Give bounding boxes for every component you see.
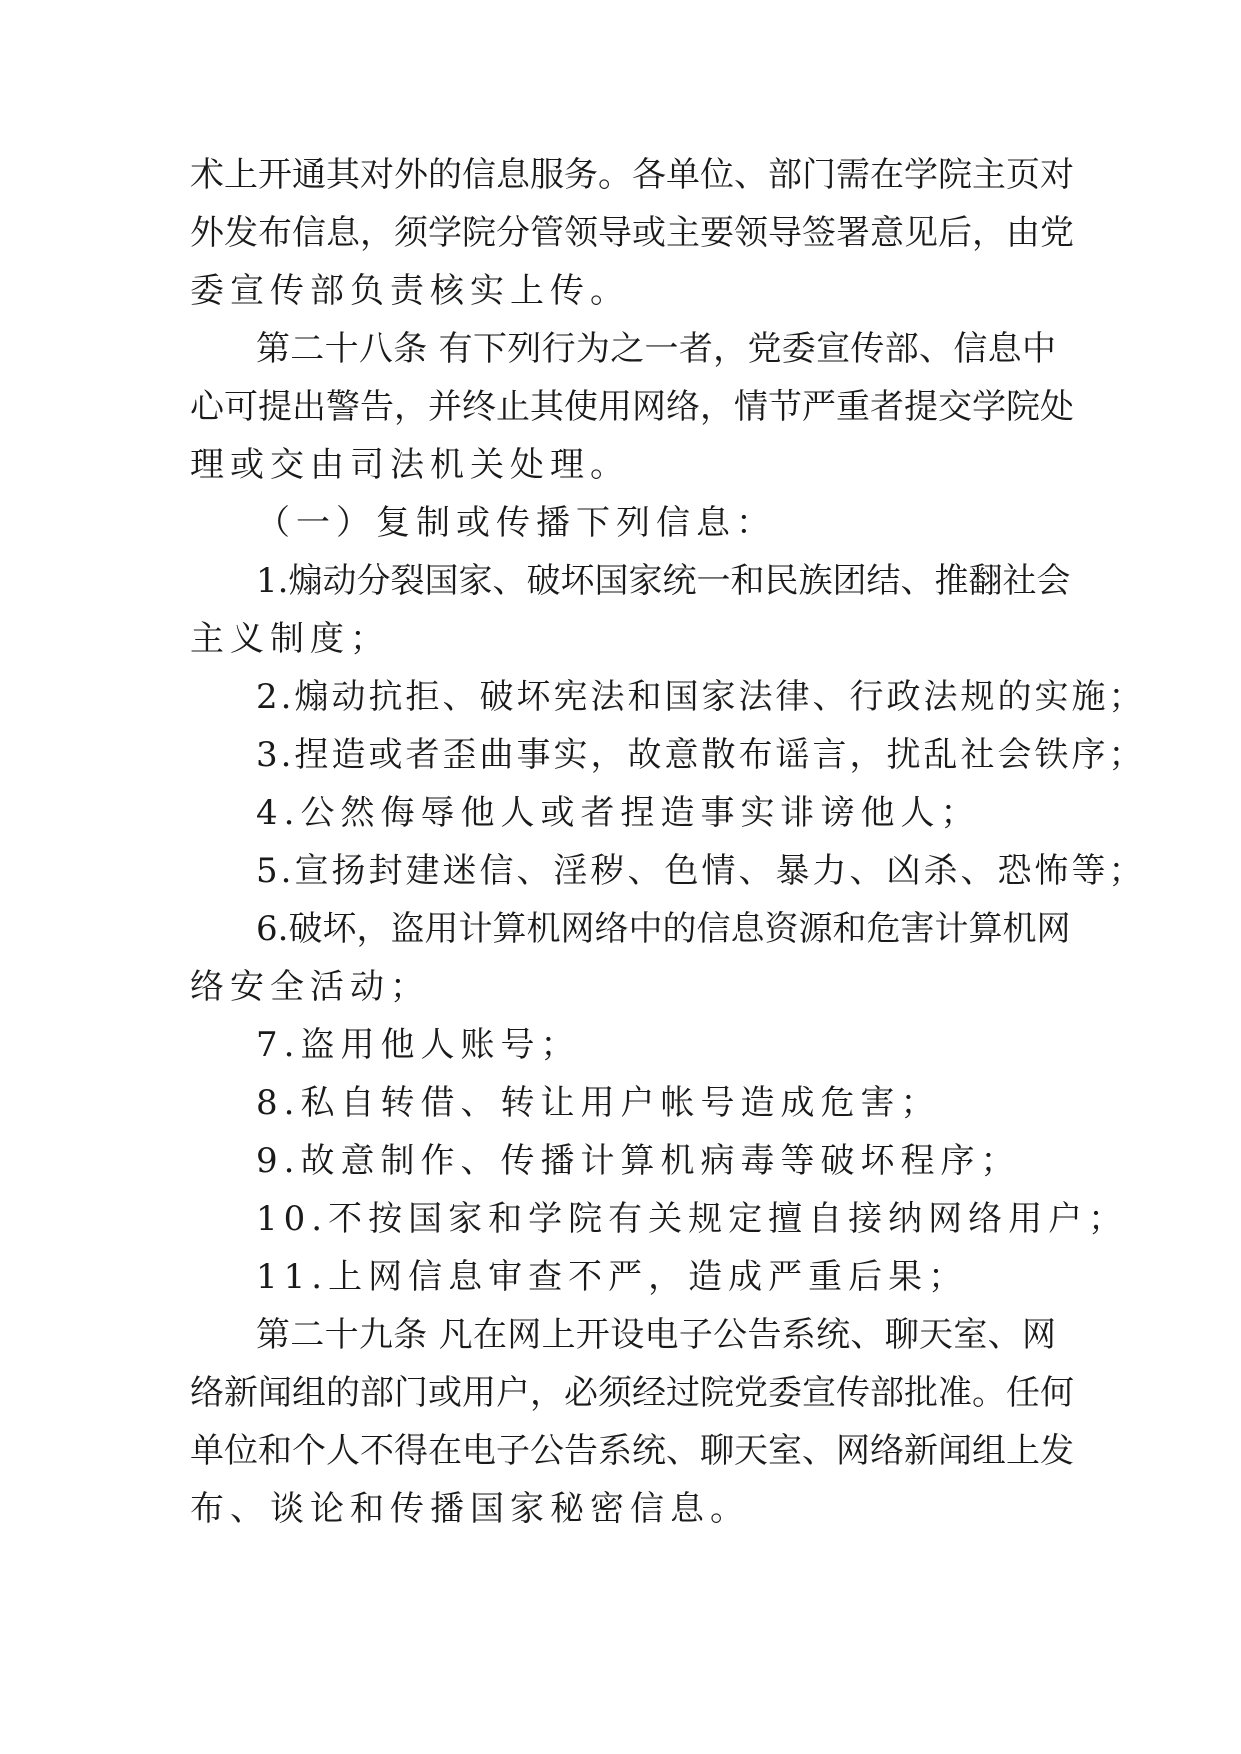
- text-line: 单位和个人不得在电子公告系统、聊天室、网络新闻组上发: [190, 1431, 1074, 1471]
- list-item: 6.破坏，盗用计算机网络中的信息资源和危害计算机网: [256, 909, 1071, 949]
- list-item: 10.不按国家和学院有关规定擅自接纳网络用户；: [256, 1199, 1129, 1239]
- text-line: 主义制度；: [190, 619, 390, 659]
- article-29-heading: 第二十九条 凡在网上开设电子公告系统、聊天室、网: [256, 1315, 1056, 1355]
- list-item: 2.煽动抗拒、破坏宪法和国家法律、行政法规的实施；: [256, 677, 1146, 717]
- text-line: 术上开通其对外的信息服务。各单位、部门需在学院主页对: [190, 155, 1074, 195]
- text-line: 心可提出警告，并终止其使用网络，情节严重者提交学院处: [190, 387, 1074, 427]
- list-item: 5.宣扬封建迷信、淫秽、色情、暴力、凶杀、恐怖等；: [256, 851, 1146, 891]
- text-line: 外发布信息，须学院分管领导或主要领导签署意见后，由党: [190, 213, 1074, 253]
- text-line: 络新闻组的部门或用户，必须经过院党委宣传部批准。任何: [190, 1373, 1074, 1413]
- article-28-heading: 第二十八条 有下列行为之一者，党委宣传部、信息中: [256, 329, 1056, 369]
- text-line: 委宣传部负责核实上传。: [190, 271, 630, 311]
- text-line: 布、谈论和传播国家秘密信息。: [190, 1489, 750, 1529]
- text-line: 络安全活动；: [190, 967, 430, 1007]
- list-item: 3.捏造或者歪曲事实，故意散布谣言，扰乱社会铁序；: [256, 735, 1146, 775]
- list-item: 11.上网信息审查不严，造成严重后果；: [256, 1257, 969, 1297]
- list-item: 9.故意制作、传播计算机病毒等破坏程序；: [256, 1141, 1021, 1181]
- clause-heading: （一）复制或传播下列信息：: [256, 503, 776, 543]
- list-item: 4.公然侮辱他人或者捏造事实诽谤他人；: [256, 793, 981, 833]
- list-item: 7.盗用他人账号；: [256, 1025, 581, 1065]
- list-item: 1.煽动分裂国家、破坏国家统一和民族团结、推翻社会: [256, 561, 1071, 601]
- document-page: [190, 0, 1146, 1754]
- list-item: 8.私自转借、转让用户帐号造成危害；: [256, 1083, 941, 1123]
- text-line: 理或交由司法机关处理。: [190, 445, 630, 485]
